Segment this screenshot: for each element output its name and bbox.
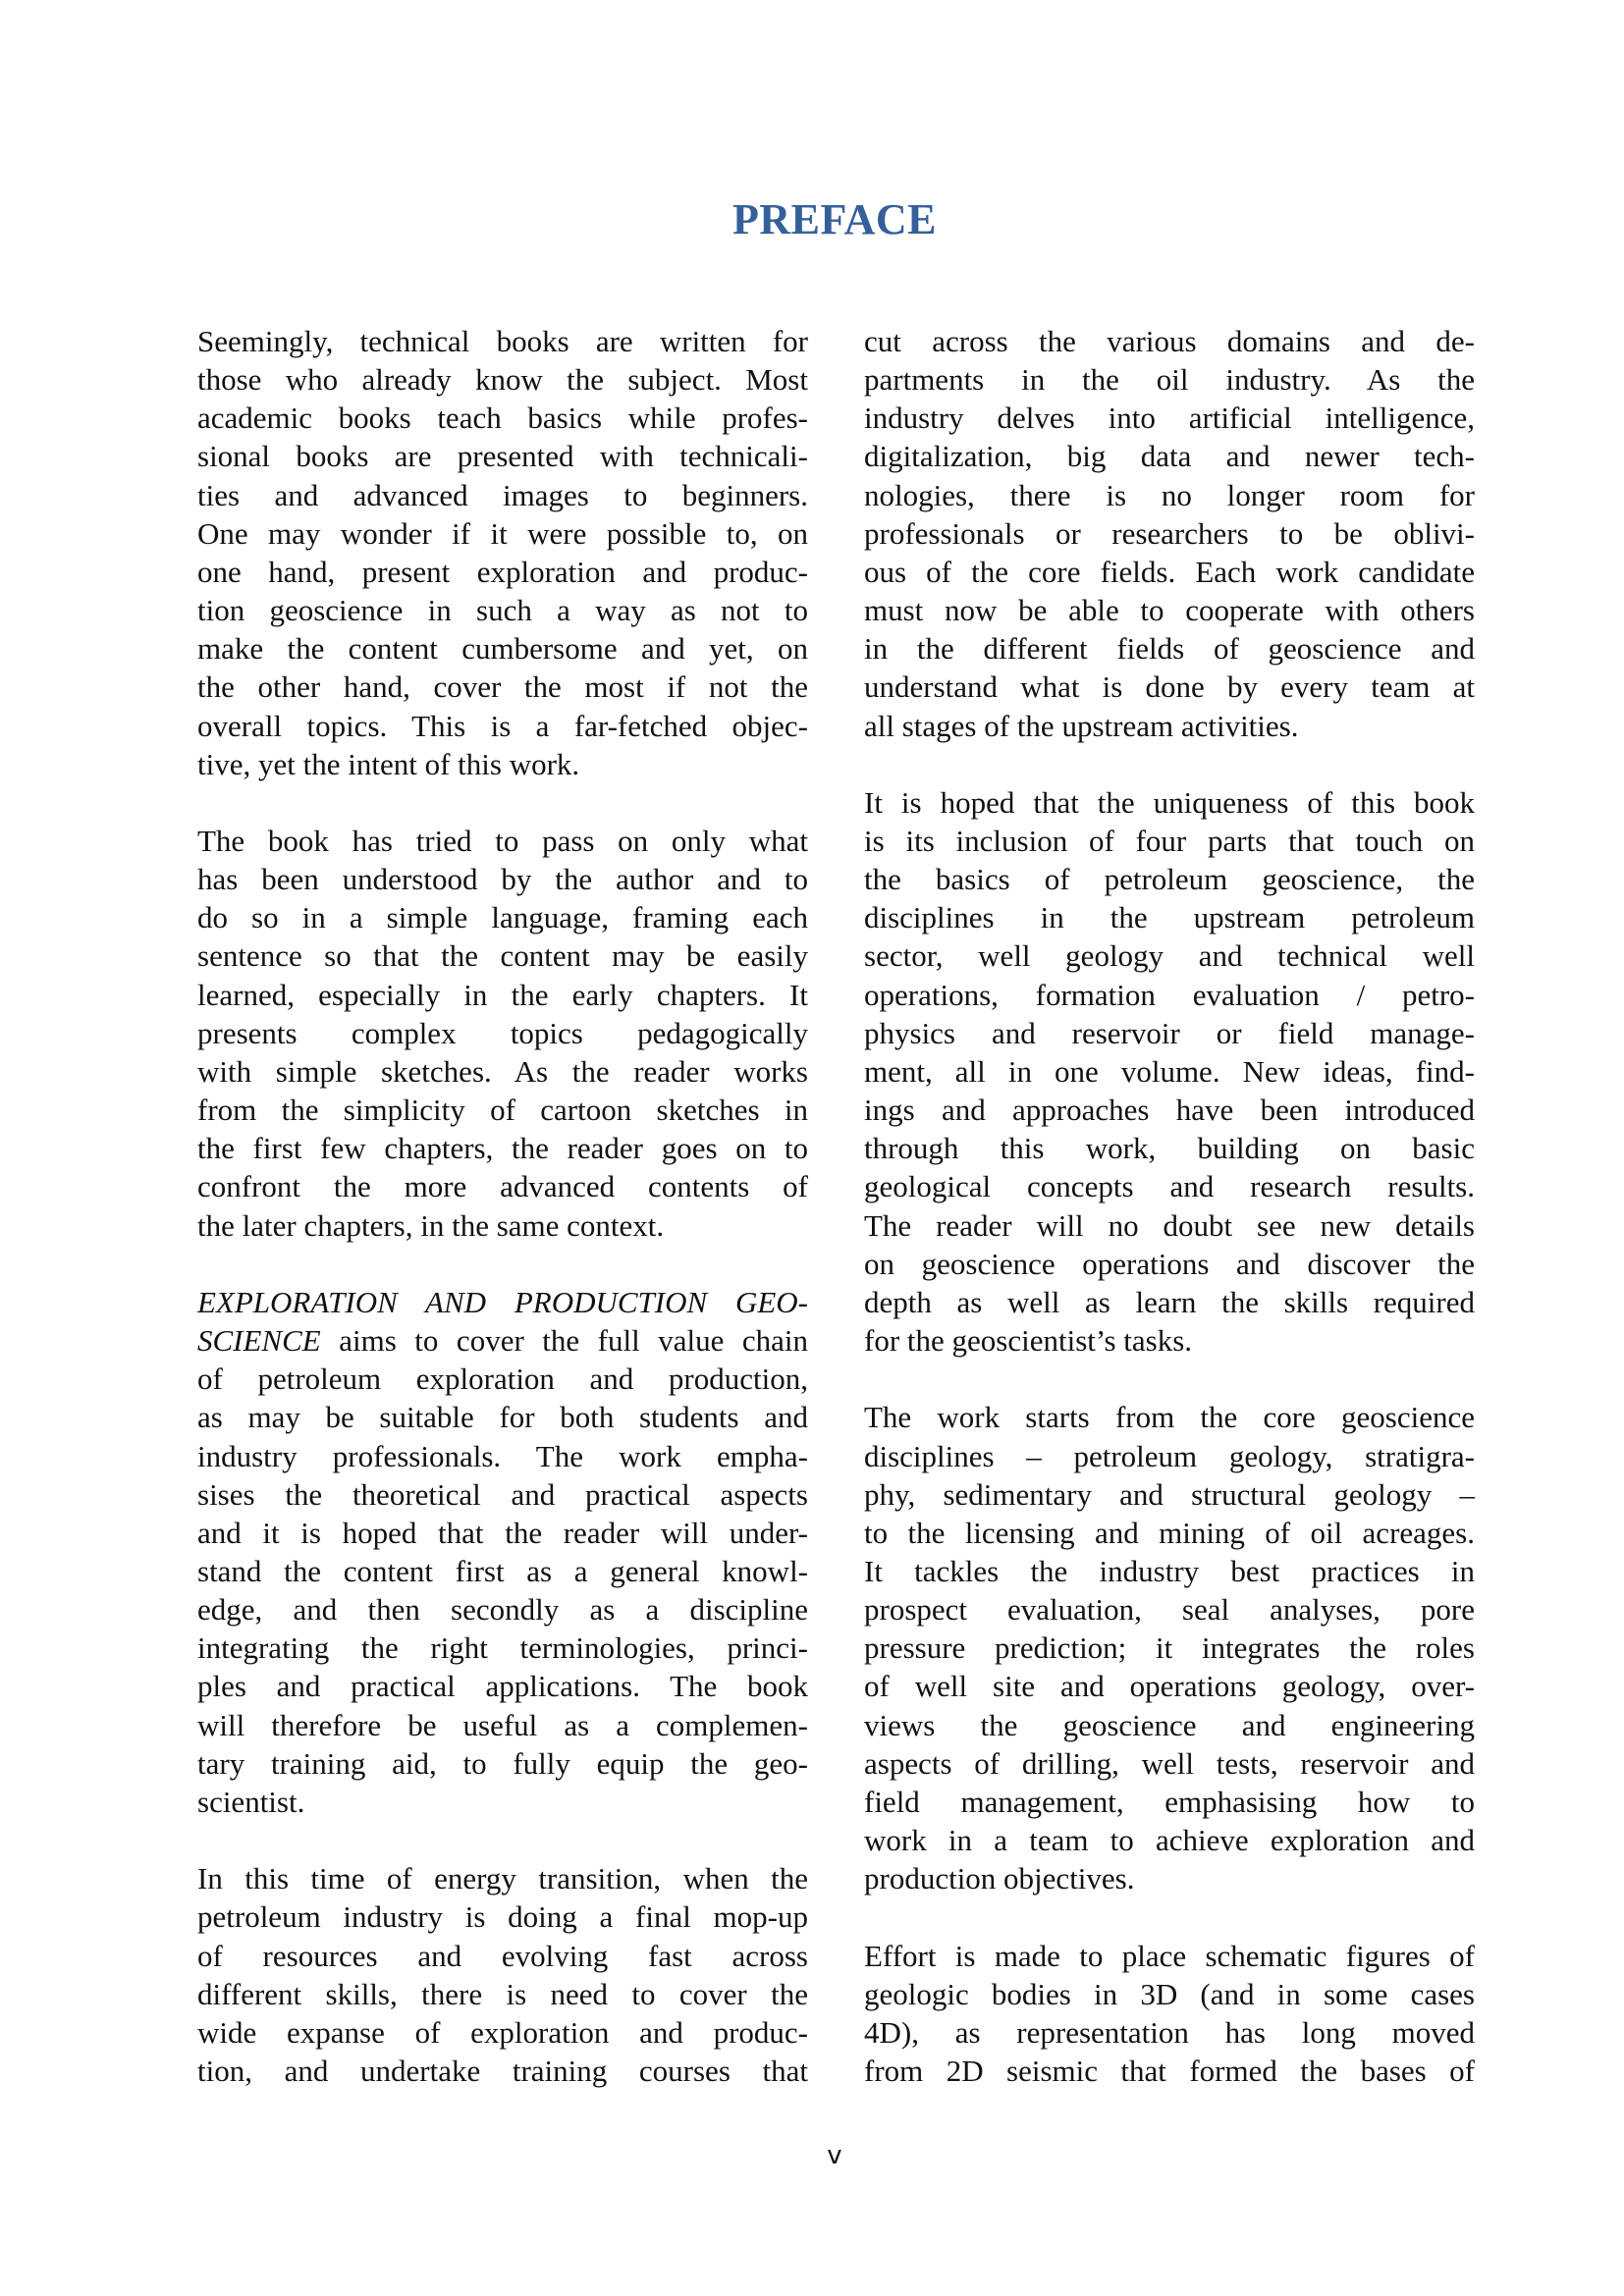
- text-line: prospect evaluation, seal analyses, pore: [864, 1592, 1475, 1628]
- text-line: make the content cumbersome and yet, on: [197, 631, 808, 667]
- left-column: [197, 322, 808, 2128]
- text-line: confront the more advanced contents of: [197, 1169, 808, 1204]
- text-line: all stages of the upstream activities.: [864, 708, 1299, 743]
- text-line: edge, and then secondly as a discipline: [197, 1592, 808, 1628]
- text-line: academic books teach basics while profes-: [197, 400, 808, 436]
- text-line: overall topics. This is a far-fetched objec-: [197, 708, 808, 743]
- text-line: of well site and operations geology, over-: [864, 1669, 1475, 1704]
- text-line: tion geoscience in such a way as not to: [197, 593, 808, 628]
- text-line: to the licensing and mining of oil acreages.: [864, 1515, 1475, 1550]
- paragraph-intro: [197, 322, 808, 783]
- text-line: phy, sedimentary and structural geology –: [864, 1476, 1475, 1512]
- text-line: scientist.: [197, 1784, 305, 1819]
- text-line: physics and reservoir or field manage-: [864, 1015, 1475, 1050]
- text-line: ings and approaches have been introduced: [864, 1093, 1475, 1128]
- text-line: ment, all in one volume. New ideas, find-: [864, 1053, 1475, 1089]
- text-line: work in a team to achieve exploration and: [864, 1823, 1475, 1858]
- text-line: and it is hoped that the reader will under-: [197, 1515, 808, 1550]
- paragraph-work-starts: [864, 1398, 1475, 1897]
- text-line: The reader will no doubt see new details: [864, 1207, 1475, 1243]
- text-line: sector, well geology and technical well: [864, 938, 1475, 974]
- text-line: with simple sketches. As the reader works: [197, 1053, 808, 1089]
- text-line: in the different fields of geoscience and: [864, 631, 1475, 667]
- text-line: integrating the right terminologies, princi-: [197, 1630, 808, 1666]
- text-line: on geoscience operations and discover the: [864, 1246, 1475, 1281]
- text-line: through this work, building on basic: [864, 1131, 1475, 1166]
- text-line: the basics of petroleum geoscience, the: [864, 862, 1475, 897]
- text-line: professionals or researchers to be oblivi-: [864, 515, 1475, 551]
- text-line: ples and practical applications. The book: [197, 1669, 808, 1704]
- text-line: do so in a simple language, framing each: [197, 900, 808, 935]
- text-line: ous of the core fields. Each work candidate: [864, 554, 1475, 589]
- text-line: It tackles the industry best practices in: [864, 1553, 1475, 1588]
- text-line: Seemingly, technical books are written for: [197, 324, 808, 358]
- text-line: sises the theoretical and practical aspects: [197, 1476, 808, 1512]
- text-line: for the geoscientist’s tasks.: [864, 1323, 1193, 1359]
- text-line: ties and advanced images to beginners.: [197, 477, 808, 512]
- text-line: [197, 1321, 808, 1360]
- text-line: has been understood by the author and to: [197, 862, 808, 897]
- text-line: different skills, there is need to cover the: [197, 1976, 808, 2011]
- text-fragment: aims to cover the full value chain: [320, 1323, 808, 1359]
- text-line: petroleum industry is doing a final mop-up: [197, 1899, 808, 1935]
- text-line: the other hand, cover the most if not the: [197, 669, 808, 705]
- text-line: wide expanse of exploration and produc-: [197, 2014, 808, 2050]
- text-line: of petroleum exploration and production,: [197, 1362, 808, 1397]
- text-line: aspects of drilling, well tests, reservoir and: [864, 1745, 1475, 1781]
- text-line: tary training aid, to fully equip the geo-: [197, 1745, 808, 1781]
- text-line: from the simplicity of cartoon sketches in: [197, 1093, 808, 1128]
- text-line: The book has tried to pass on only what: [197, 824, 808, 859]
- text-line: the later chapters, in the same context.: [197, 1207, 665, 1243]
- paragraph-approach: [197, 822, 808, 1245]
- text-line: Effort is made to place schematic figures of: [864, 1938, 1475, 1973]
- text-line: tive, yet the intent of this work.: [197, 746, 580, 781]
- text-line: operations, formation evaluation / petro-: [864, 977, 1475, 1012]
- text-line: of resources and evolving fast across: [197, 1938, 808, 1973]
- text-line: learned, especially in the early chapters. It: [197, 977, 808, 1012]
- text-line: stand the content first as a general knowl-: [197, 1553, 808, 1588]
- text-line: is its inclusion of four parts that touch on: [864, 824, 1475, 859]
- text-line: must now be able to cooperate with others: [864, 593, 1475, 628]
- text-line: will therefore be useful as a complemen-: [197, 1707, 808, 1742]
- text-line: as may be suitable for both students and: [197, 1400, 808, 1435]
- page-title: PREFACE: [731, 195, 937, 243]
- text-line: disciplines – petroleum geology, stratigra-: [864, 1438, 1475, 1473]
- book-title-italic: SCIENCE: [197, 1323, 321, 1359]
- text-line: depth as well as learn the skills required: [864, 1284, 1475, 1319]
- text-line: disciplines in the upstream petroleum: [864, 900, 1475, 935]
- text-line: One may wonder if it were possible to, on: [197, 515, 808, 551]
- text-line: understand what is done by every team at: [864, 669, 1475, 705]
- text-line: field management, emphasising how to: [864, 1784, 1475, 1819]
- text-line: digitalization, big data and newer tech-: [864, 439, 1475, 474]
- paragraph-uniqueness: [864, 783, 1475, 1360]
- text-line: It is hoped that the uniqueness of this book: [864, 784, 1475, 820]
- text-line: one hand, present exploration and produc-: [197, 554, 808, 589]
- text-line: 4D), as representation has long moved: [864, 2014, 1475, 2050]
- paragraph-book-aims: [197, 1283, 808, 1821]
- page-number: v: [827, 2141, 842, 2170]
- text-line: partments in the oil industry. As the: [864, 362, 1475, 398]
- text-line: from 2D seismic that formed the bases of: [864, 2053, 1475, 2088]
- paragraph-continuation: [864, 322, 1475, 745]
- right-column: [864, 322, 1475, 2128]
- text-line: production objectives.: [864, 1861, 1135, 1896]
- text-line: industry professionals. The work empha-: [197, 1438, 808, 1473]
- text-line: geological concepts and research results.: [864, 1169, 1475, 1204]
- text-line: those who already know the subject. Most: [197, 362, 808, 398]
- text-line: presents complex topics pedagogically: [197, 1015, 808, 1050]
- text-line: nologies, there is no longer room for: [864, 477, 1475, 512]
- text-line: industry delves into artificial intelligence,: [864, 400, 1475, 436]
- book-title-italic: EXPLORATION AND PRODUCTION GEO-: [197, 1284, 808, 1319]
- text-line: pressure prediction; it integrates the roles: [864, 1630, 1475, 1666]
- text-line: geologic bodies in 3D (and in some cases: [864, 1976, 1475, 2011]
- paragraph-energy-transition: [197, 1859, 808, 2090]
- text-line: cut across the various domains and de-: [864, 324, 1475, 358]
- text-line: [197, 1283, 808, 1321]
- text-line: The work starts from the core geoscience: [864, 1400, 1475, 1435]
- text-line: the first few chapters, the reader goes on to: [197, 1131, 808, 1166]
- text-line: In this time of energy transition, when the: [197, 1861, 808, 1896]
- text-line: views the geoscience and engineering: [864, 1707, 1475, 1742]
- text-line: sional books are presented with technicali-: [197, 439, 808, 474]
- text-line: tion, and undertake training courses that: [197, 2053, 808, 2088]
- paragraph-3d-figures: [864, 1937, 1475, 2091]
- text-line: sentence so that the content may be easily: [197, 938, 808, 974]
